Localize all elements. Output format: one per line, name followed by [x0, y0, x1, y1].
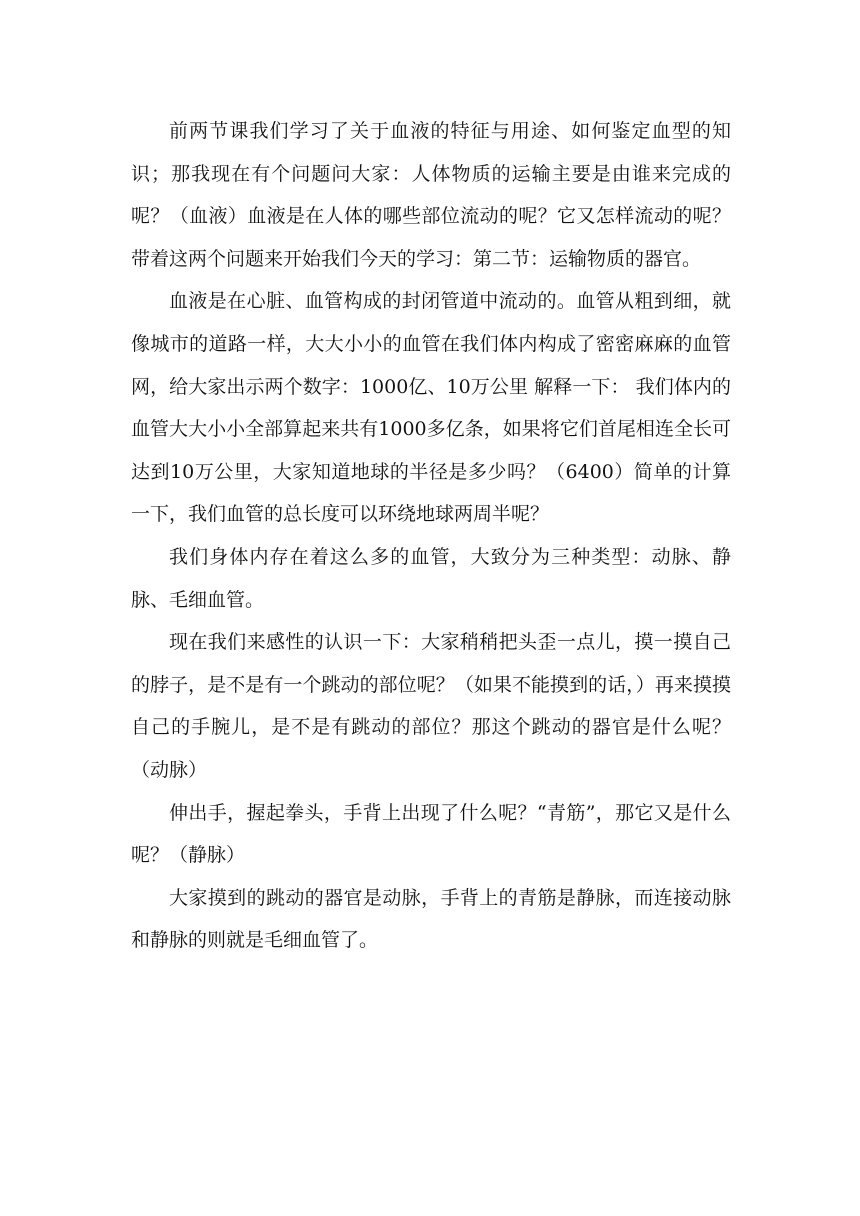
paragraph-artery-pulse: 现在我们来感性的认识一下：大家稍稍把头歪一点儿，摸一摸自己的脖子，是不是有一个跳动的部位呢？（如果不能摸到的话，）再来摸摸自己的手腕儿，是不是有跳动的部位？那这个跳动的器官是什么呢？（动脉）	[131, 631, 731, 781]
paragraph-vein: 伸出手，握起拳头，手背上出现了什么呢？“青筋”，那它又是什么呢？（静脉）	[131, 801, 731, 867]
paragraph-capillary: 大家摸到的跳动的器官是动脉，手背上的青筋是静脉，而连接动脉和静脉的则就是毛细血管了。	[131, 886, 731, 952]
paragraph-blood-vessel-network: 血液是在心脏、血管构成的封闭管道中流动的。血管从粗到细，就像城市的道路一样，大大小小的血管在我们体内构成了密密麻麻的血管网，给大家出示两个数字：1000亿、10万公里 解释一下： 我们体内的血管大大小小全部算起来共有1000多亿条，如果将它们首尾相连全长可达到10万公里，大家知道地球的半径是多少吗？（6400）简单的计算一下，我们血管的总长度可以环绕地球两周半呢？	[131, 290, 731, 526]
paragraph-vessel-types: 我们身体内存在着这么多的血管，大致分为三种类型：动脉、静脉、毛细血管。	[131, 545, 731, 611]
paragraph-intro: 前两节课我们学习了关于血液的特征与用途、如何鉴定血型的知识；那我现在有个问题问大家：人体物质的运输主要是由谁来完成的呢？（血液）血液是在人体的哪些部位流动的呢？它又怎样流动的呢？ 带着这两个问题来开始我们今天的学习：第二节：运输物质的器官。	[131, 120, 731, 270]
document-body	[131, 110, 731, 962]
